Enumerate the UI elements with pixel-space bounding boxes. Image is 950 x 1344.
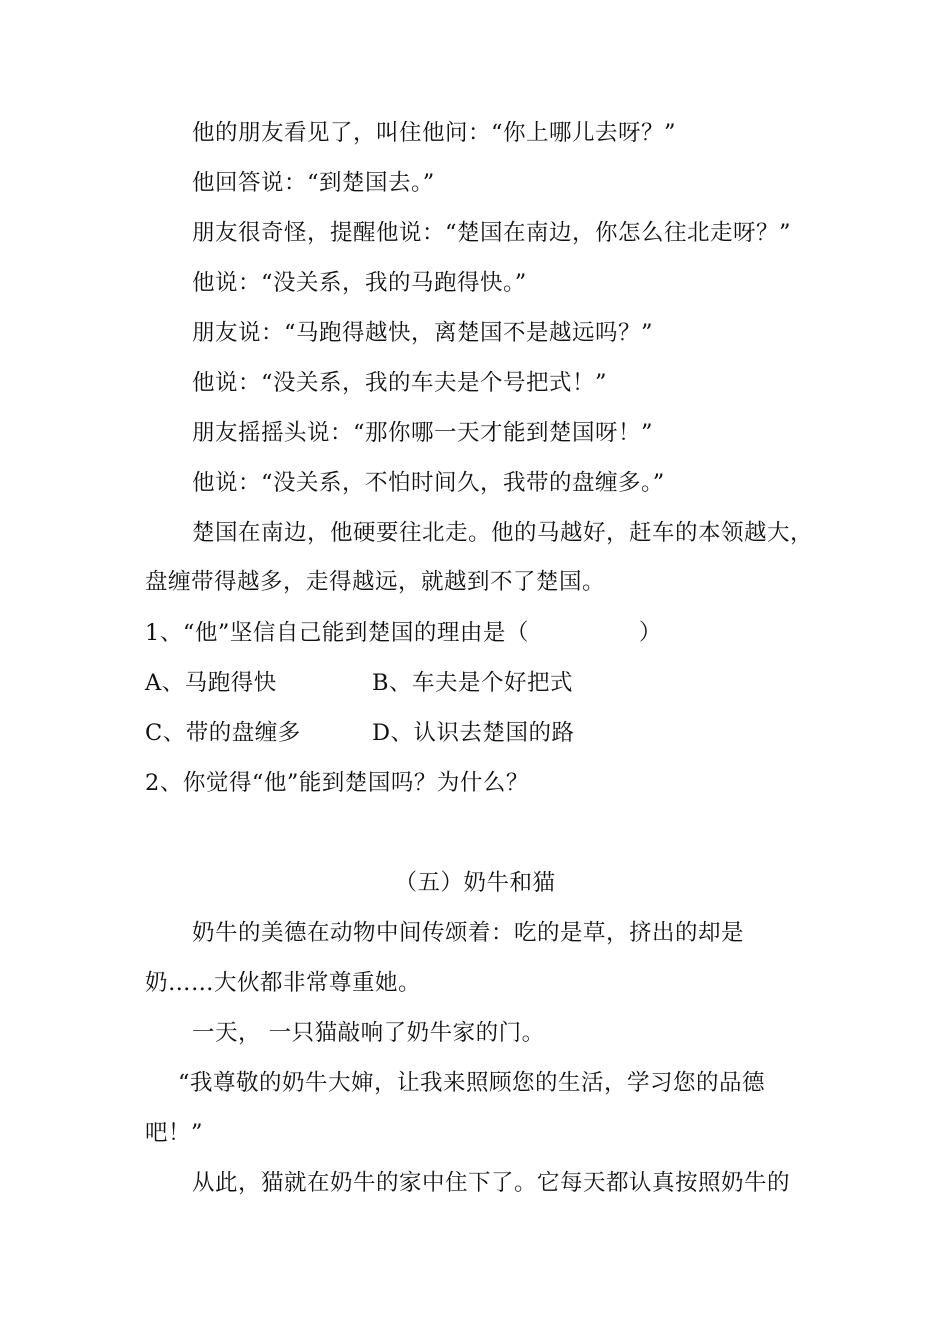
option-b: B、车夫是个好把式: [372, 670, 574, 696]
story2-line-5: 吧！”: [145, 1120, 204, 1146]
story-line-3: 朋友很奇怪，提醒他说：“楚国在南边，你怎么往北走呀？”: [192, 220, 792, 246]
story-line-4: 他说：“没关系，我的马跑得快。”: [192, 270, 527, 296]
question-1-text: 1、“他”坚信自己能到楚国的理由是（: [145, 620, 529, 646]
story-line-5: 朋友说：“马跑得越快，离楚国不是越远吗？”: [192, 320, 654, 346]
story2-line-4: “我尊敬的奶牛大婶，让我来照顾您的生活，学习您的品德: [178, 1070, 766, 1096]
story-line-8: 他说：“没关系，不怕时间久，我带的盘缠多。”: [192, 470, 665, 496]
question-1: [145, 618, 662, 648]
story2-line-6: 从此，猫就在奶牛的家中住下了。它每天都认真按照奶牛的: [192, 1170, 791, 1196]
section-title: （五）奶牛和猫: [394, 870, 556, 896]
question-2: 2、你觉得“他”能到楚国吗？为什么？: [145, 770, 529, 796]
story-line-7: 朋友摇摇头说：“那你哪一天才能到楚国呀！”: [192, 420, 654, 446]
story-line-9: 楚国在南边，他硬要往北走。他的马越好，赶车的本领越大，: [192, 520, 814, 546]
story2-line-3: 一天， 一只猫敲响了奶牛家的门。: [192, 1020, 545, 1046]
story-line-1: 他的朋友看见了，叫住他问：“你上哪儿去呀？”: [192, 120, 677, 146]
story-line-6: 他说：“没关系，我的车夫是个号把式！”: [192, 370, 608, 396]
story2-line-1: 奶牛的美德在动物中间传颂着：吃的是草，挤出的却是: [192, 920, 745, 946]
story2-line-2: 奶……大伙都非常尊重她。: [145, 970, 422, 996]
option-d: D、认识去楚国的路: [372, 720, 575, 746]
story-line-2: 他回答说：“到楚国去。”: [192, 170, 435, 196]
question-1-close: ）: [638, 620, 662, 646]
option-a: A、马跑得快: [145, 670, 277, 696]
option-c: C、带的盘缠多: [145, 720, 301, 746]
story-line-10: 盘缠带得越多，走得越远，就越到不了楚国。: [145, 569, 606, 595]
